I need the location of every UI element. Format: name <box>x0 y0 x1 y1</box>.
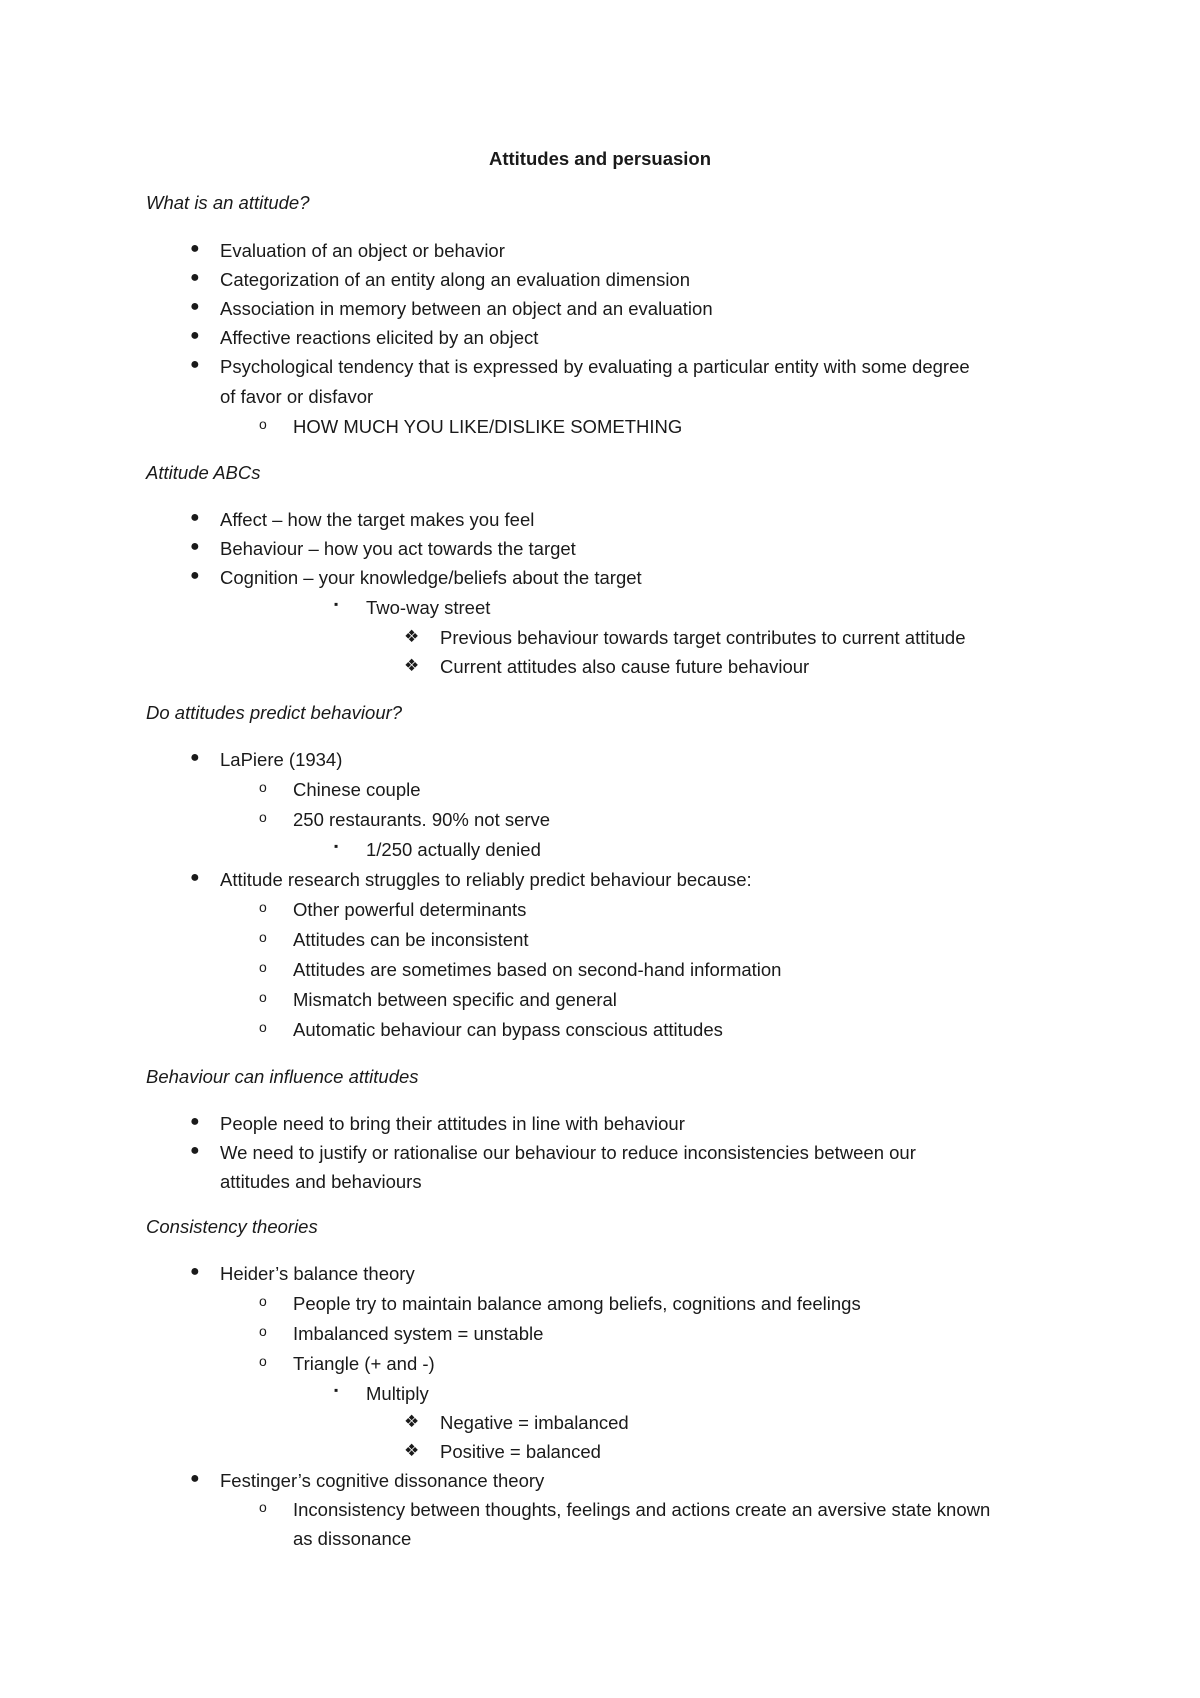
list-item: o Automatic behaviour can bypass conscious attitudes <box>259 1019 723 1040</box>
document-title: Attitudes and persuasion <box>488 148 712 169</box>
bullet-icon: ● <box>190 749 200 766</box>
list-item: ▪ Multiply <box>334 1383 429 1404</box>
diamond-bullet-icon: ❖ <box>404 1441 420 1460</box>
bullet-icon: ● <box>190 356 200 373</box>
diamond-bullet-icon: ❖ <box>404 627 420 646</box>
list-item-continuation: attitudes and behaviours <box>220 1171 422 1192</box>
bullet-icon: ● <box>190 1113 200 1130</box>
bullet-icon: ● <box>190 1263 200 1280</box>
bullet-icon: ● <box>190 538 200 555</box>
bullet-icon: ● <box>190 567 200 584</box>
circle-bullet-icon: o <box>259 809 267 825</box>
list-item: o Mismatch between specific and general <box>259 989 617 1010</box>
list-item: ❖ Positive = balanced <box>404 1441 601 1462</box>
circle-bullet-icon: o <box>259 1499 267 1515</box>
list-item: ● People need to bring their attitudes in line with behaviour <box>190 1113 685 1134</box>
circle-bullet-icon: o <box>259 779 267 795</box>
list-item: o Triangle (+ and -) <box>259 1353 435 1374</box>
list-item: ▪ Two-way street <box>334 597 491 618</box>
list-item: ● Categorization of an entity along an evaluation dimension <box>190 269 691 290</box>
list-item: ● Attitude research struggles to reliably predict behaviour because: <box>190 869 752 890</box>
circle-bullet-icon: o <box>259 899 267 915</box>
list-item: ● LaPiere (1934) <box>190 749 343 770</box>
section-heading: What is an attitude? <box>146 192 310 213</box>
list-item: ● Behaviour – how you act towards the target <box>190 538 576 559</box>
circle-bullet-icon: o <box>259 989 267 1005</box>
square-bullet-icon: ▪ <box>334 1383 339 1397</box>
bullet-icon: ● <box>190 269 200 286</box>
square-bullet-icon: ▪ <box>334 597 339 611</box>
list-item: o Chinese couple <box>259 779 421 800</box>
list-item-continuation: of favor or disfavor <box>220 386 374 407</box>
list-item: o 250 restaurants. 90% not serve <box>259 809 551 830</box>
circle-bullet-icon: o <box>259 416 267 432</box>
list-item: o Other powerful determinants <box>259 899 527 920</box>
circle-bullet-icon: o <box>259 929 267 945</box>
section-heading: Attitude ABCs <box>146 462 261 483</box>
list-item: ● Affect – how the target makes you feel <box>190 509 535 530</box>
list-item: o HOW MUCH YOU LIKE/DISLIKE SOMETHING <box>259 416 683 437</box>
circle-bullet-icon: o <box>259 1019 267 1035</box>
circle-bullet-icon: o <box>259 959 267 975</box>
list-item: ● Affective reactions elicited by an object <box>190 327 539 348</box>
list-item: ● Psychological tendency that is expressed by evaluating a particular entity with some degree <box>190 356 970 377</box>
list-item: ● Cognition – your knowledge/beliefs about the target <box>190 567 642 588</box>
list-item: o Imbalanced system = unstable <box>259 1323 544 1344</box>
bullet-icon: ● <box>190 1470 200 1487</box>
square-bullet-icon: ▪ <box>334 839 339 853</box>
list-item: o Attitudes are sometimes based on second-hand information <box>259 959 782 980</box>
list-item: ❖ Negative = imbalanced <box>404 1412 629 1433</box>
list-item: o People try to maintain balance among beliefs, cognitions and feelings <box>259 1293 861 1314</box>
list-item: o Inconsistency between thoughts, feelings and actions create an aversive state known <box>259 1499 991 1520</box>
bullet-icon: ● <box>190 298 200 315</box>
circle-bullet-icon: o <box>259 1293 267 1309</box>
circle-bullet-icon: o <box>259 1353 267 1369</box>
diamond-bullet-icon: ❖ <box>404 1412 420 1431</box>
bullet-icon: ● <box>190 869 200 886</box>
circle-bullet-icon: o <box>259 1323 267 1339</box>
list-item: ● Heider’s balance theory <box>190 1263 415 1284</box>
list-item: ▪ 1/250 actually denied <box>334 839 541 860</box>
list-item-continuation: as dissonance <box>293 1528 412 1549</box>
list-item: ● We need to justify or rationalise our behaviour to reduce inconsistencies between our <box>190 1142 916 1163</box>
diamond-bullet-icon: ❖ <box>404 656 420 675</box>
list-item: ● Association in memory between an object and an evaluation <box>190 298 713 319</box>
section-heading: Do attitudes predict behaviour? <box>146 702 403 723</box>
section-heading: Behaviour can influence attitudes <box>146 1066 419 1087</box>
list-item: ● Festinger’s cognitive dissonance theory <box>190 1470 545 1491</box>
list-item: ❖ Current attitudes also cause future behaviour <box>404 656 810 677</box>
list-item: ● Evaluation of an object or behavior <box>190 240 505 261</box>
bullet-icon: ● <box>190 509 200 526</box>
list-item: ❖ Previous behaviour towards target contributes to current attitude <box>404 627 966 648</box>
bullet-icon: ● <box>190 327 200 344</box>
list-item: o Attitudes can be inconsistent <box>259 929 529 950</box>
bullet-icon: ● <box>190 1142 200 1159</box>
section-heading: Consistency theories <box>146 1216 318 1237</box>
bullet-icon: ● <box>190 240 200 257</box>
